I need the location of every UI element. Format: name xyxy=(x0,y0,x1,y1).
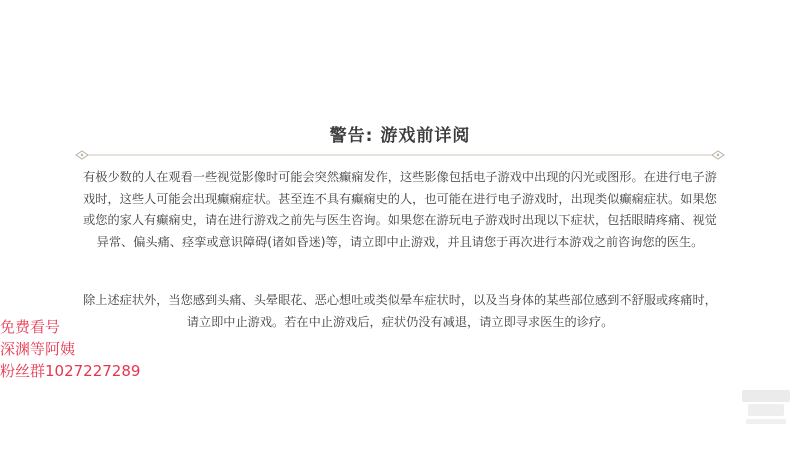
ornamental-divider xyxy=(74,148,726,162)
stream-overlay-text xyxy=(0,316,140,382)
overlay-line-2: 深渊等阿姨 xyxy=(0,340,76,358)
warning-paragraph-seizure: 有极少数的人在观看一些视觉影像时可能会突然癫痫发作，这些影像包括电子游戏中出现的闪光或图形。在进行电子游戏时，这些人可能会出现癫痫症状。甚至连不具有癫痫史的人，也可能在进行电子游戏时，出现类似癫痫症状。如果您或您的家人有癫痫史，请在进行游戏之前先与医生咨询。如果您在游玩电子游戏时出现以下症状，包括眼睛疼痛、视觉异常、偏头痛、痉挛或意识障碍(诸如昏迷)等，请立即中止游戏，并且请您于再次进行本游戏之前咨询您的医生。 xyxy=(83,170,717,249)
overlay-line-3: 粉丝群1027227289 xyxy=(0,362,141,380)
warning-title: 警告: 游戏前详阅 xyxy=(329,126,471,146)
warning-paragraph-symptoms: 除上述症状外，当您感到头痛、头晕眼花、恶心想吐或类似晕车症状时，以及当身体的某些部位感到不舒服或疼痛时，请立即中止游戏。若在中止游戏后，症状仍没有减退，请立即寻求医生的诊疗。 xyxy=(83,293,717,329)
corner-logo-icon xyxy=(738,388,794,428)
overlay-line-1: 免费看号 xyxy=(0,318,61,336)
